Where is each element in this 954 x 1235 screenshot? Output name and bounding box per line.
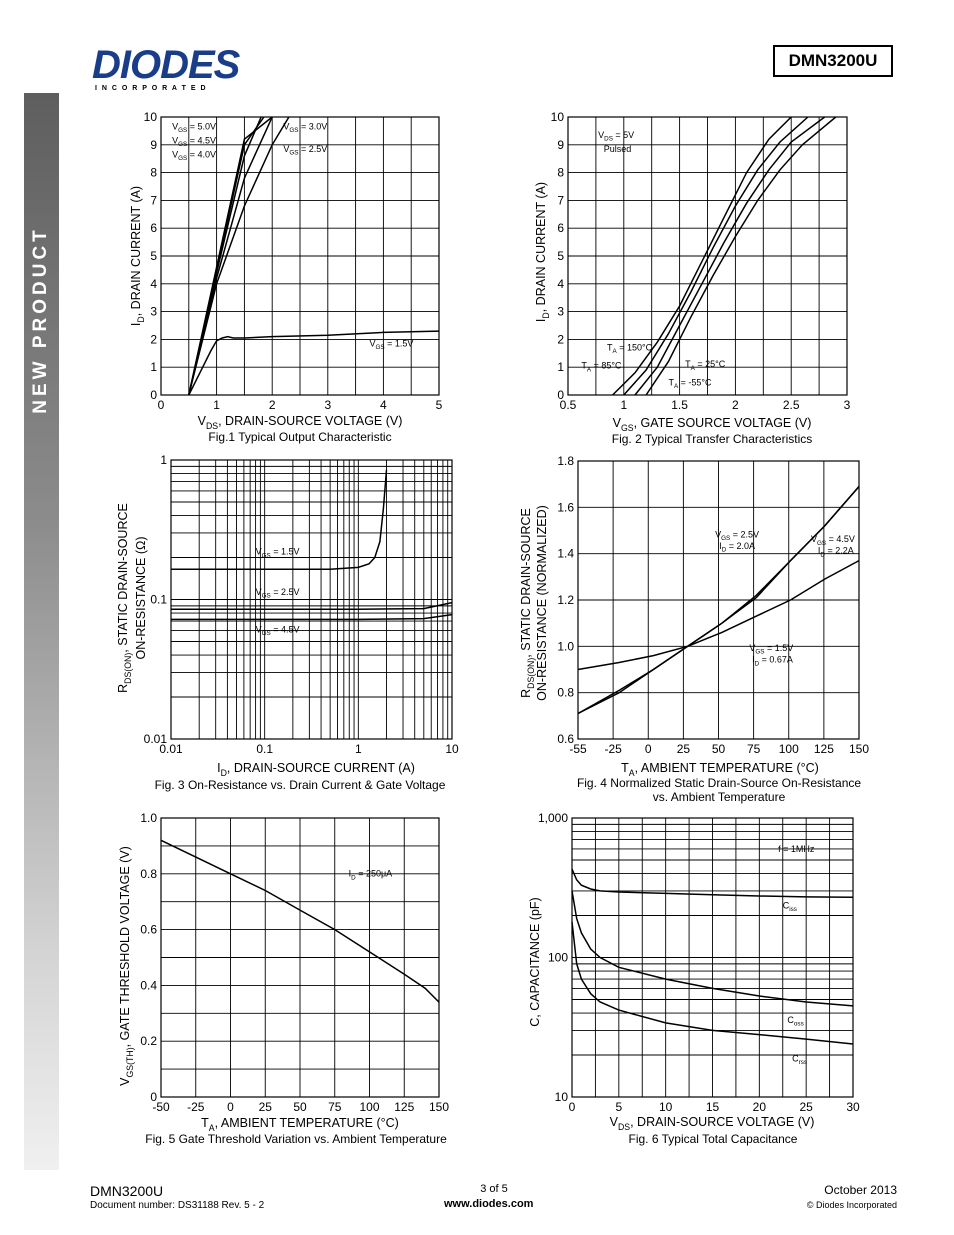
annotation-label: $V_{GS} = 4.5V$: [255, 624, 300, 638]
x-tick-label: 4: [380, 398, 387, 412]
y-tick-label: 0.8: [140, 866, 157, 881]
y-tick-label: 8: [150, 165, 157, 180]
figure-caption: Fig. 2 Typical Transfer Characteristics: [611, 432, 813, 446]
fig6-grid: [572, 818, 853, 1097]
y-axis-label-line1: $R_{DS(ON)}$, STATIC DRAIN-SOURCE: [519, 508, 536, 698]
x-axis-label: $T_A$, AMBIENT TEMPERATURE (°C): [621, 761, 819, 778]
x-tick-label: -25: [604, 742, 622, 756]
footer-date: October 2013: [824, 1183, 897, 1197]
y-tick-label: 1.2: [557, 593, 574, 607]
y-axis-label: $I_D$, DRAIN CURRENT (A): [129, 185, 146, 327]
annotation-label: $C_{rss}$: [792, 1053, 808, 1067]
y-tick-label: 1.0: [140, 811, 157, 825]
footer-doc-number: Document number: DS31188 Rev. 5 - 2: [90, 1200, 265, 1211]
x-tick-label: 1: [213, 398, 220, 412]
y-axis-label-line2: ON-RESISTANCE (NORMALIZED): [535, 505, 549, 701]
x-tick-label: 0: [644, 742, 652, 756]
x-tick-label: 1: [620, 398, 628, 412]
y-tick-label: 4: [150, 276, 157, 291]
annotation-label: $V_{DS} = 5V$: [598, 129, 635, 143]
x-tick-label: 100: [778, 742, 799, 756]
y-tick-label: 1: [160, 453, 167, 467]
x-tick-label: 50: [293, 1100, 307, 1114]
x-tick-label: 100: [359, 1100, 380, 1114]
fig2-grid: [568, 117, 847, 395]
y-tick-label: 2: [557, 332, 564, 347]
x-axis-label: $V_{GS}$, GATE SOURCE VOLTAGE (V): [612, 416, 812, 433]
chart-fig5: [118, 811, 449, 1146]
annotation-label: $V_{GS} = 4.5V$: [172, 135, 217, 149]
y-tick-label: 0.2: [140, 1034, 157, 1049]
x-tick-label: 0.01: [159, 742, 183, 756]
chart-fig2: [534, 110, 851, 446]
annotation-label: $V_{GS} = 2.5V$: [715, 529, 759, 543]
y-tick-label: 10: [554, 1090, 568, 1104]
annotation-label: $C_{iss}$: [782, 900, 797, 914]
y-tick-label: 1.6: [557, 500, 574, 515]
figure-caption: Fig. 4 Normalized Static Drain-Source On-Resistance: [576, 776, 862, 790]
y-tick-label: 0.6: [140, 922, 157, 937]
series-line: [171, 615, 452, 620]
y-tick-label: 3: [557, 304, 564, 319]
x-axis-label: $T_A$, AMBIENT TEMPERATURE (°C): [201, 1116, 399, 1133]
chart-fig1: [129, 110, 443, 444]
y-tick-label: 0.6: [557, 732, 574, 746]
y-tick-label: 5: [557, 249, 564, 263]
x-tick-label: 2.5: [782, 398, 800, 412]
x-axis-label: $I_D$, DRAIN-SOURCE CURRENT (A): [217, 761, 415, 778]
x-tick-label: 25: [258, 1100, 272, 1114]
annotation-label: $V_{GS} = 1.5V$: [749, 642, 794, 656]
y-tick-label: 1.8: [557, 454, 574, 468]
y-tick-label: 0.01: [143, 732, 167, 746]
y-axis-label: $V_{GS(TH)}$, GATE THRESHOLD VOLTAGE (V): [118, 846, 135, 1086]
x-tick-label: 15: [705, 1100, 720, 1114]
x-tick-label: 75: [746, 742, 761, 756]
y-tick-label: 7: [557, 193, 564, 208]
y-tick-label: 1.0: [557, 639, 574, 654]
annotation-label: $V_{GS} = 3.0V$: [283, 121, 328, 135]
y-tick-label: 9: [150, 137, 157, 152]
y-axis-label-line1: $R_{DS(ON)}$, STATIC DRAIN-SOURCE: [116, 503, 133, 693]
annotation-label: f = 1MHz: [778, 844, 815, 855]
y-tick-label: 0.8: [557, 685, 574, 700]
annotation-label: $I_D = 0.67A$: [752, 654, 793, 668]
y-axis-label-line2: ON-RESISTANCE (Ω): [134, 536, 148, 660]
x-tick-label: 10: [658, 1100, 673, 1114]
y-tick-label: 10: [550, 110, 564, 124]
annotation-label: $V_{GS} = 5.0V$: [172, 121, 217, 135]
fig3-grid: [171, 460, 452, 739]
x-tick-label: 0.5: [559, 398, 577, 412]
annotation-label: $C_{oss}$: [787, 1014, 804, 1028]
chart-fig4: [519, 454, 869, 804]
logo-subtext: I N C O R P O R A T E D: [95, 85, 208, 92]
x-tick-label: -55: [569, 742, 587, 756]
footer-part-number: DMN3200U: [90, 1183, 164, 1199]
part-number-box: DMN3200U: [773, 45, 893, 77]
x-axis-label: $V_{DS}$, DRAIN-SOURCE VOLTAGE (V): [609, 1115, 815, 1132]
y-tick-label: 1: [150, 360, 157, 375]
annotation-label: $I_D = 2.0A$: [719, 541, 756, 554]
y-tick-label: 0: [150, 388, 157, 402]
annotation-label: $I_D = 250\mu A$: [348, 868, 393, 882]
x-tick-label: 1: [354, 742, 362, 756]
y-tick-label: 8: [557, 165, 564, 180]
annotation-label: $T_A = 150^\circ C$: [607, 342, 653, 356]
x-tick-label: 30: [846, 1100, 860, 1114]
y-tick-label: 1.4: [557, 546, 574, 561]
annotation-label: $T_A = -55^\circ C$: [668, 377, 712, 390]
y-tick-label: 2: [150, 332, 157, 347]
x-axis-label: $V_{DS}$, DRAIN-SOURCE VOLTAGE (V): [197, 414, 403, 431]
figure-caption-line2: vs. Ambient Temperature: [652, 790, 786, 804]
figure-caption: Fig. 6 Typical Total Capacitance: [628, 1132, 798, 1146]
x-tick-label: 5: [435, 398, 443, 412]
x-tick-label: 20: [752, 1100, 767, 1114]
x-tick-label: 1.5: [671, 398, 688, 412]
y-tick-label: 3: [150, 304, 157, 319]
x-tick-label: 25: [799, 1100, 813, 1114]
x-tick-label: 3: [324, 398, 332, 412]
y-tick-label: 10: [143, 110, 157, 124]
annotation-label: $T_A = 25^\circ C$: [685, 359, 726, 372]
x-tick-label: 150: [428, 1100, 450, 1114]
annotation-label: $T_A = 85^\circ C$: [581, 360, 622, 374]
annotation-label: $V_{GS} = 2.5V$: [255, 586, 300, 600]
footer-copyright: © Diodes Incorporated: [806, 1200, 897, 1210]
figure-caption: Fig.1 Typical Output Characteristic: [208, 430, 392, 444]
y-axis-label: $I_D$, DRAIN CURRENT (A): [534, 181, 551, 323]
y-tick-label: 7: [150, 193, 157, 208]
sidebar-label: NEW PRODUCT: [30, 226, 51, 414]
chart-fig3: [116, 453, 459, 792]
x-tick-label: 75: [328, 1100, 342, 1114]
annotation-label: $I_D = 2.2A$: [817, 545, 854, 559]
x-tick-label: -25: [187, 1100, 205, 1114]
x-tick-label: 0.1: [256, 742, 274, 756]
x-tick-label: 125: [813, 742, 834, 756]
x-tick-label: 5: [615, 1100, 623, 1114]
y-tick-label: 4: [557, 276, 564, 291]
x-tick-label: 0: [227, 1100, 234, 1114]
x-tick-label: 150: [848, 742, 870, 756]
x-tick-label: 0: [568, 1100, 576, 1114]
annotation-label: $V_{GS} = 1.5V$: [369, 338, 414, 352]
y-tick-label: 100: [547, 950, 568, 965]
y-tick-label: 1: [557, 360, 564, 375]
chart-fig6: [528, 811, 860, 1146]
annotation-label: $V_{GS} = 2.5V$: [283, 143, 328, 157]
x-tick-label: 2: [732, 398, 739, 412]
y-tick-label: 1,000: [537, 811, 568, 825]
x-tick-label: 3: [843, 398, 851, 412]
x-tick-label: 2: [268, 398, 276, 412]
logo-wordmark: DIODES: [92, 45, 240, 87]
y-tick-label: 0: [557, 388, 564, 402]
y-tick-label: 6: [557, 221, 564, 236]
y-tick-label: 9: [557, 137, 564, 152]
x-tick-label: 0: [157, 398, 165, 412]
figure-caption: Fig. 5 Gate Threshold Variation vs. Ambient Temperature: [145, 1132, 447, 1146]
x-tick-label: 50: [711, 742, 726, 756]
x-tick-label: 125: [394, 1100, 415, 1114]
y-axis-label: C, CAPACITANCE (pF): [528, 897, 542, 1027]
x-tick-label: 10: [445, 742, 459, 756]
footer-website-link[interactable]: www.diodes.com: [444, 1198, 534, 1210]
y-tick-label: 0.1: [150, 592, 167, 607]
x-tick-label: -50: [152, 1100, 170, 1114]
annotation-label: $V_{GS} = 4.0V$: [172, 149, 217, 163]
annotation-label: Pulsed: [603, 143, 632, 154]
footer-page: 3 of 5: [480, 1183, 508, 1195]
fig4-grid: [578, 461, 859, 739]
y-tick-label: 5: [150, 249, 157, 263]
x-tick-label: 25: [676, 742, 691, 756]
y-tick-label: 6: [150, 221, 157, 236]
annotation-label: $V_{GS} = 4.5V$: [811, 534, 855, 547]
figure-caption: Fig. 3 On-Resistance vs. Drain Current & Gate Voltage: [154, 778, 446, 792]
y-tick-label: 0: [150, 1090, 157, 1104]
y-tick-label: 0.4: [140, 978, 157, 993]
annotation-label: $V_{GS} = 1.5V$: [255, 546, 300, 560]
